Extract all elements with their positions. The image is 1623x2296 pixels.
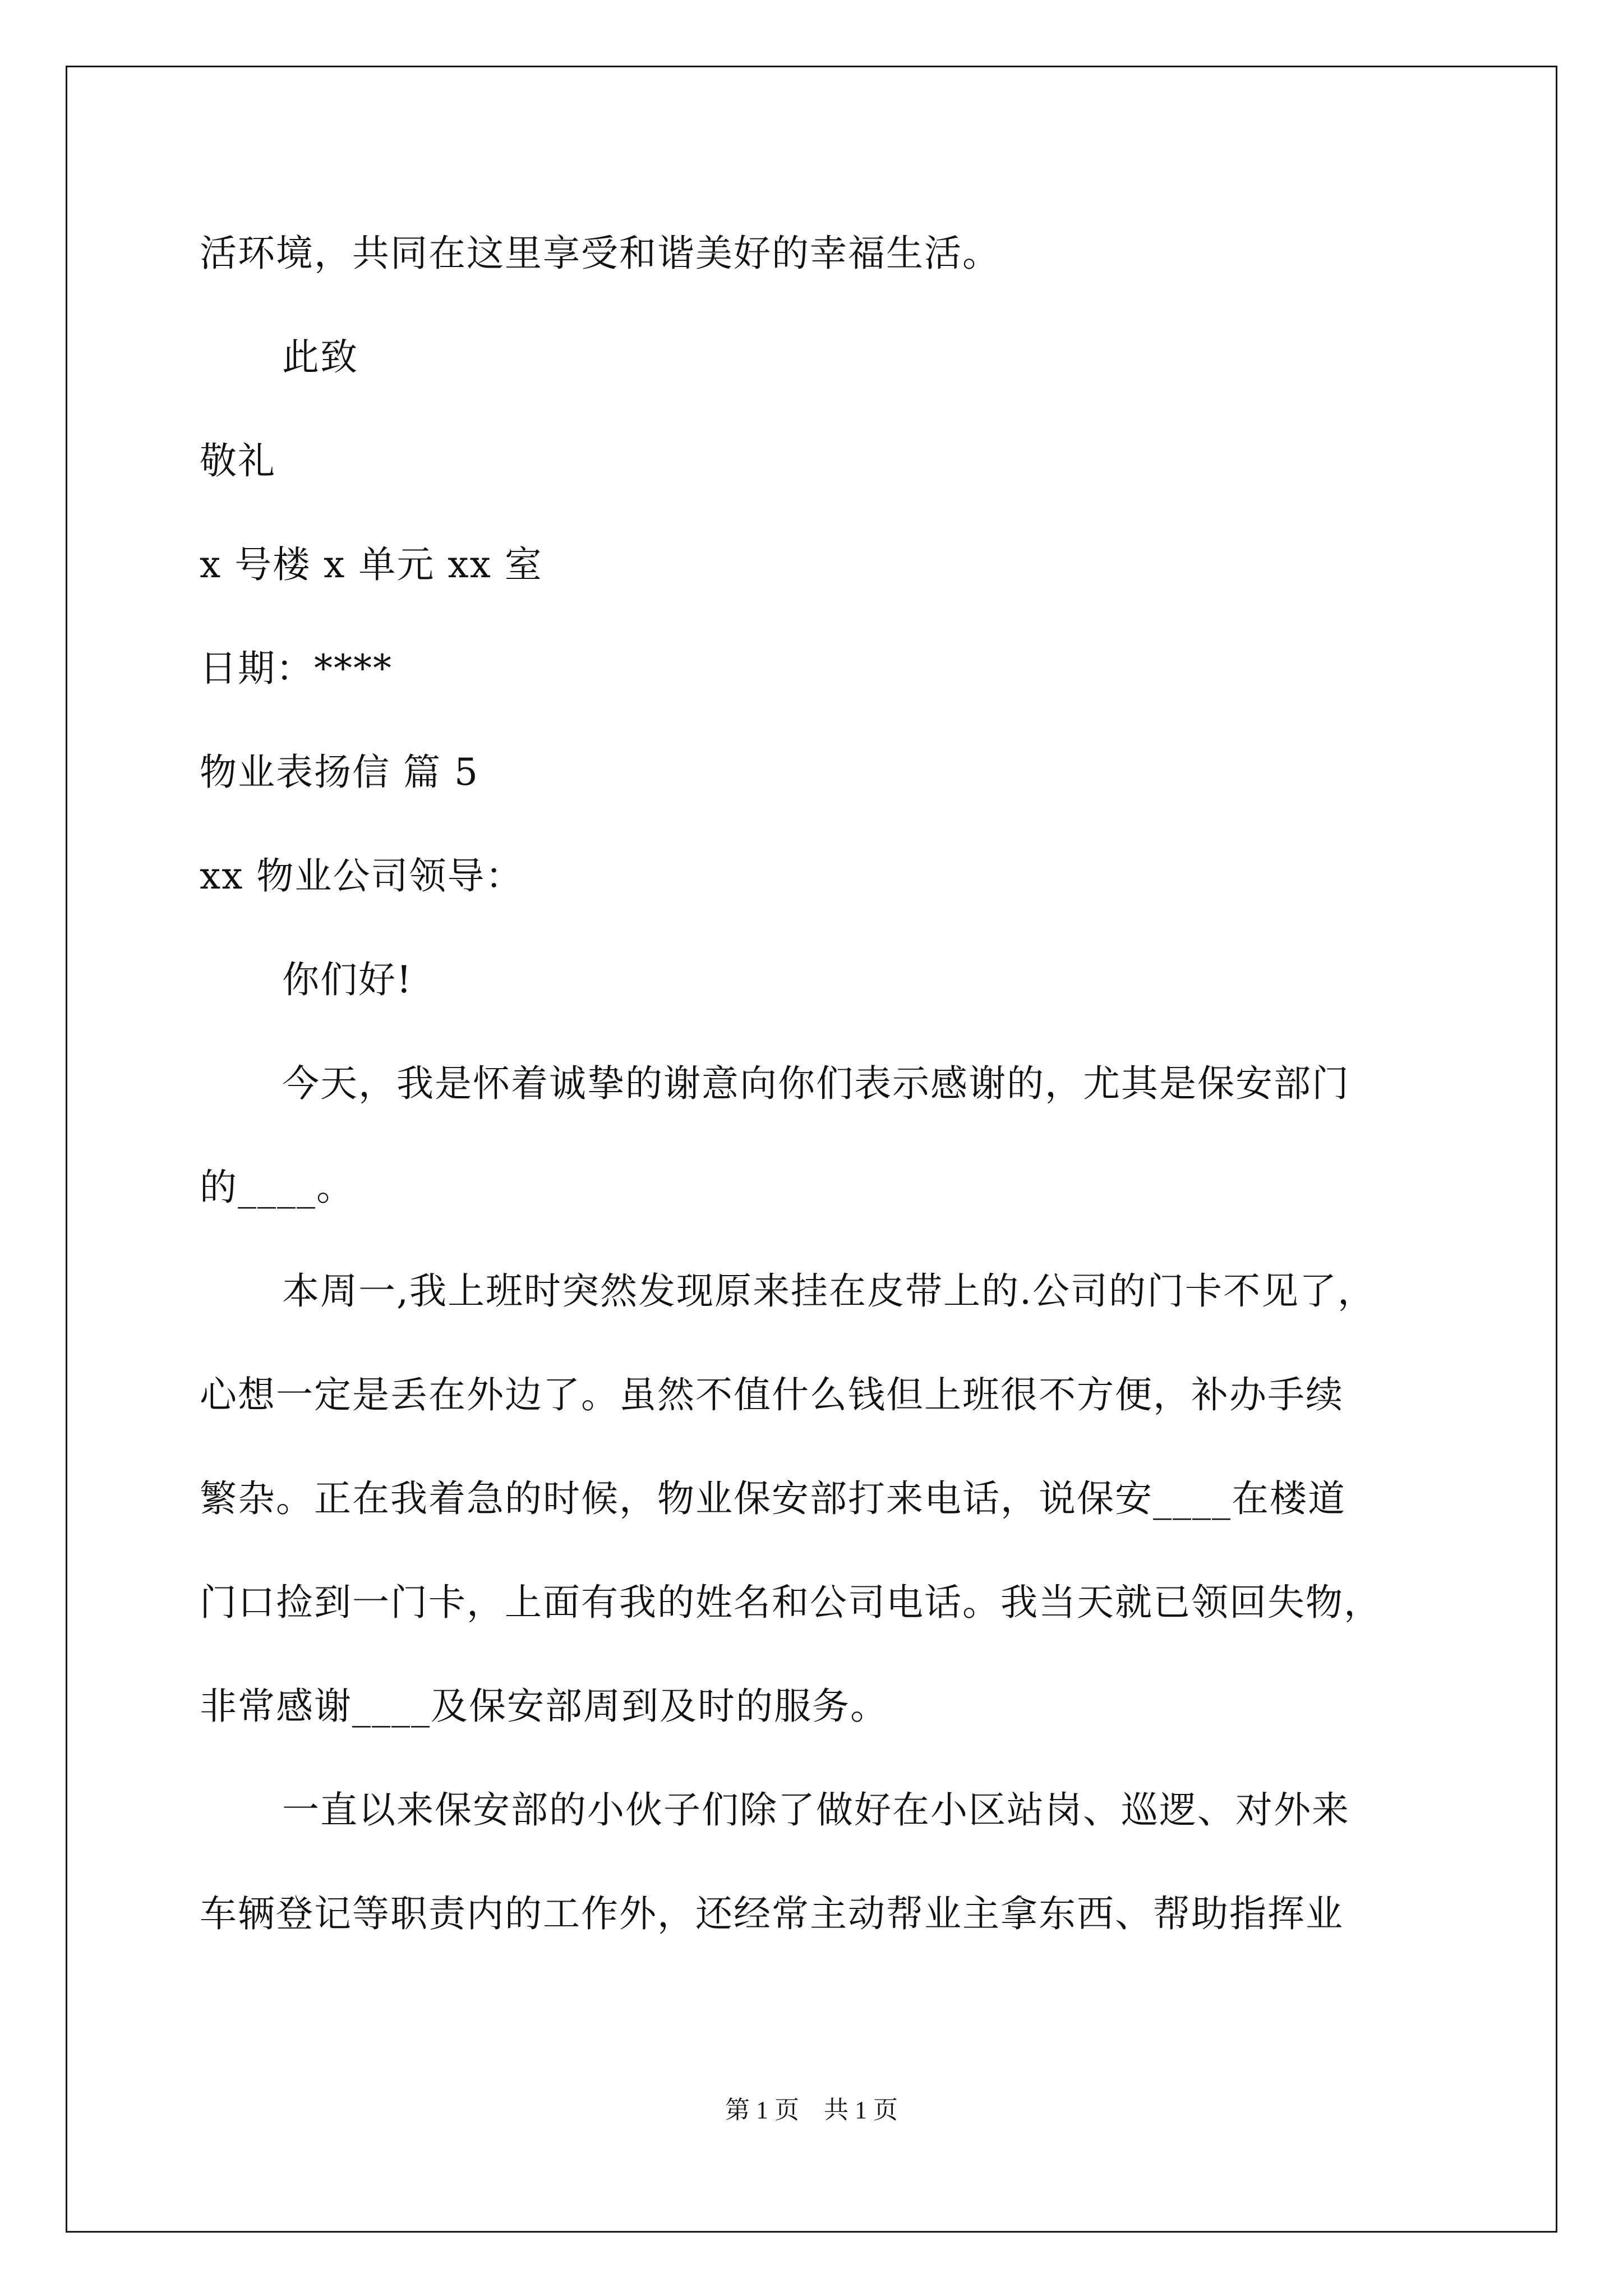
paragraph-line: 心想一定是丢在外边了。虽然不值什么钱但上班很不方便，补办手续 [200, 1373, 1344, 1416]
paragraph-line: 的____。 [200, 1166, 354, 1209]
paragraph-line: 门口捡到一门卡，上面有我的姓名和公司电话。我当天就已领回失物， [200, 1581, 1382, 1624]
paragraph-line: 非常感谢____及保安部周到及时的服务。 [200, 1685, 888, 1728]
text-line: 活环境，共同在这里享受和谐美好的幸福生活。 [200, 232, 1000, 275]
paragraph-line: 繁杂。正在我着急的时候，物业保安部打来电话，说保安____在楼道 [200, 1477, 1346, 1520]
sender-address: x 号楼 x 单元 xx 室 [200, 543, 543, 586]
date-line: 日期：**** [200, 647, 393, 690]
closing-respect: 敬礼 [200, 439, 276, 482]
paragraph-line: 车辆登记等职责内的工作外，还经常主动帮业主拿东西、帮助指挥业 [200, 1892, 1344, 1935]
paragraph-line: 一直以来保安部的小伙子们除了做好在小区站岗、巡逻、对外来 [282, 1788, 1350, 1832]
paragraph-line: 今天，我是怀着诚挚的谢意向你们表示感谢的，尤其是保安部门 [282, 1062, 1350, 1105]
page-footer: 第 1 页 共 1 页 [725, 2096, 898, 2124]
letter-addressee: xx 物业公司领导： [200, 854, 524, 898]
closing-salutation: 此致 [282, 335, 358, 379]
greeting: 你们好! [282, 958, 413, 1001]
section-heading: 物业表扬信 篇 5 [200, 751, 479, 794]
paragraph-line: 本周一,我上班时突然发现原来挂在皮带上的.公司的门卡不见了， [282, 1269, 1376, 1313]
